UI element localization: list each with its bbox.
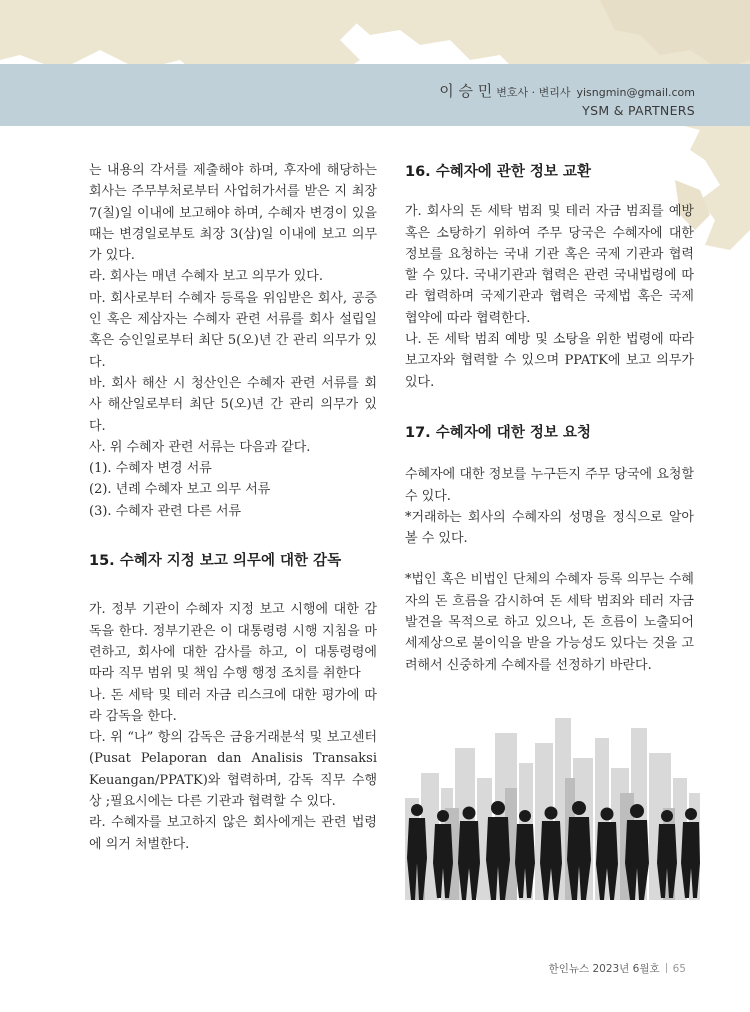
- section-15-heading: 15. 수혜자 지정 보고 의무에 대한 감독: [89, 553, 342, 570]
- list-item: (3). 수혜자 관련 다른 서류: [89, 503, 242, 519]
- paragraph: 나. 돈 세탁 범죄 예방 및 소탕을 위한 법령에 따라 보고자와 협력할 수 있으며 PPATK에 보고 의무가 있다.: [405, 332, 694, 390]
- paragraph: 바. 회사 해산 시 청산인은 수혜자 관련 서류를 회사 해산일로부터 최단 5(오)년 간 관리 의무가 있다.: [89, 375, 377, 434]
- paragraph: 라. 수혜자를 보고하지 않은 회사에게는 관련 법령에 의거 처벌한다.: [89, 815, 377, 852]
- section-17-heading: 17. 수혜자에 대한 정보 요청: [405, 424, 591, 441]
- right-column: [405, 160, 694, 676]
- paragraph: 나. 돈 세탁 및 테러 자금 리스크에 대한 평가에 따라 감독을 한다.: [89, 687, 377, 724]
- author-role: 변호사 · 변리사: [496, 86, 571, 99]
- list-item: (2). 년례 수혜자 보고 의무 서류: [89, 482, 271, 498]
- author-byline: [439, 80, 695, 118]
- business-people-skyline-illustration: [405, 718, 700, 900]
- paragraph: *거래하는 회사의 수혜자의 성명을 정식으로 알아 볼 수 있다.: [405, 509, 694, 547]
- note-paragraph: *법인 혹은 비법인 단체의 수혜자 등록 의무는 수혜자의 돈 흐름을 감시하여 돈 세탁 범죄와 테러 자금 발견을 목적으로 하고 있으나, 돈 흐름이 노출되어 세제상으로 불이익을 받을 가능성도 있다는 것을 고려해서 신중하게 수혜자를 선정하기 바란다.: [405, 572, 694, 673]
- firm-name: YSM & PARTNERS: [582, 103, 695, 118]
- author-name: 이 승 민: [439, 82, 493, 100]
- publication-name: 한인뉴스 2023년 6월호: [548, 963, 660, 975]
- paragraph: 라. 회사는 매년 수혜자 보고 의무가 있다.: [89, 269, 323, 285]
- paragraph: 수혜자에 대한 정보를 누구든지 주무 당국에 요청할 수 있다.: [405, 467, 694, 504]
- paragraph: 다. 위 “나” 항의 감독은 금융거래분석 및 보고센터(Pusat Pelaporan dan Analisis Transaksi Keuangan/PPATK)와 협력하며, 감독 직무 수행상 ;필요시에는 다른 기관과 협력할 수 있다.: [89, 730, 377, 810]
- paragraph: 가. 회사의 돈 세탁 범죄 및 테러 자금 범죄를 예방 혹은 소탕하기 위하여 주무 당국은 수혜자에 대한 정보를 요청하는 국내 기관 혹은 국제 기관과 협력할 수 있다. 국내기관과 협력은 관련 국내법령에 따라 협력하며 국제기관과 협력은 국제법 혹은 국제 협약에 따라 협력한다.: [405, 204, 694, 326]
- paragraph: 사. 위 수혜자 관련 서류는 다음과 같다.: [89, 439, 311, 455]
- author-email: yisngmin@gmail.com: [576, 86, 695, 99]
- paragraph: 마. 회사로부터 수혜자 등록을 위임받은 회사, 공증인 혹은 제삼자는 수혜자 관련 서류를 회사 설립일 혹은 승인일로부터 최단 5(오)년 간 관리 의무가 있다.: [89, 290, 377, 370]
- left-column: [89, 160, 377, 855]
- page-footer: [549, 961, 686, 976]
- list-item: (1). 수혜자 변경 서류: [89, 461, 212, 477]
- section-16-heading: 16. 수혜자에 관한 정보 교환: [405, 164, 591, 180]
- footer-divider: [666, 963, 667, 973]
- page-number: 65: [672, 963, 686, 975]
- paragraph: 는 내용의 각서를 제출해야 하며, 후자에 해당하는 회사는 주무부처로부터 사업허가서를 받은 지 최장 7(칠)일 이내에 보고해야 하며, 수혜자 변경이 있을 때는 변경일로부토 최장 3(삼)일 이내에 보고 의무가 있다.: [89, 163, 377, 264]
- paragraph: 가. 정부 기관이 수혜자 지정 보고 시행에 대한 감독을 한다. 정부기관은 이 대통령령 시행 지침을 마련하고, 회사에 대한 감사를 하고, 이 대통령령에 따라 직무 범위 및 책임 수행 행정 조치를 취한다: [89, 602, 377, 682]
